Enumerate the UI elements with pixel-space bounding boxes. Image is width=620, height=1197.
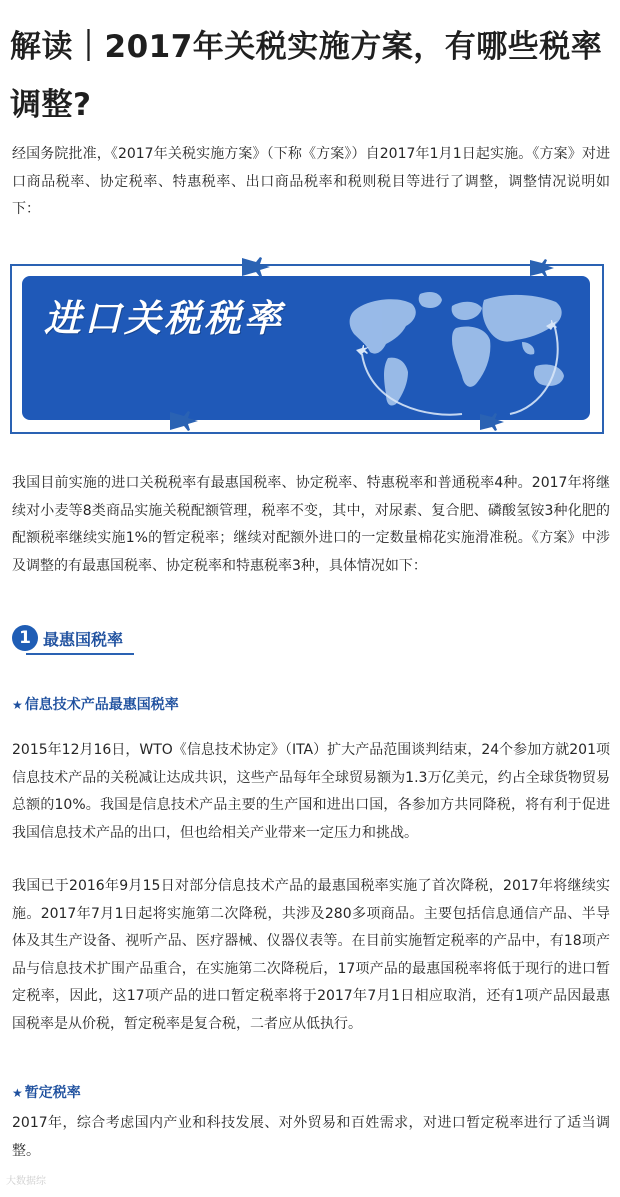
banner-label: 进口关税税率 bbox=[44, 296, 284, 340]
intro-paragraph: 经国务院批准，《2017年关税实施方案》（下称《方案》）自2017年1月1日起实施。《方案》对进口商品税率、协定税率、特惠税率、出口商品税率和税则税目等进行了调整，调整情况说明如下： bbox=[12, 146, 610, 217]
section-number-badge: 1 bbox=[12, 625, 38, 651]
ita-paragraph: 2015年12月16日，WTO《信息技术协定》（ITA）扩大产品范围谈判结束，24个参加方就201项信息技术产品的关税减让达成共识，这些产品每年全球贸易额为1.3万亿美元，约占全球货物贸易总额的10%。我国是信息技术产品主要的生产国和进出口国，各参加方共同降税，将有利于促进我国信息技术产品的出口，但也给相关产业带来一定压力和挑战。 bbox=[12, 742, 610, 841]
second-cut-paragraph: 我国已于2016年9月15日对部分信息技术产品的最惠国税率实施了首次降税，2017年将继续实施。2017年7月1日起将实施第二次降税，共涉及280多项商品。主要包括信息通信产品、半导体及其生产设备、视听产品、医疗器械、仪器仪表等。在目前实施暂定税率的产品中，有18项产品与信息技术扩围产品重合，在实施第二次降税后，17项产品的最惠国税率将低于现行的进口暂定税率，因此，这17项产品的进口暂定税率将于2017年7月1日相应取消，还有1项产品因最惠国税率是从价税，暂定税率是复合税，二者应从低执行。 bbox=[12, 878, 610, 1032]
star-icon: ★ bbox=[12, 698, 23, 712]
section-underline bbox=[26, 653, 134, 655]
section-heading-mfn bbox=[12, 623, 134, 655]
section-label: 最惠国税率 bbox=[43, 630, 124, 649]
world-map-airplanes-icon bbox=[10, 248, 604, 436]
subheading-provisional bbox=[12, 1082, 81, 1102]
article-title: 解读｜2017年关税实施方案，有哪些税率调整? bbox=[10, 29, 603, 123]
subheading-label: 暂定税率 bbox=[24, 1085, 81, 1101]
star-icon: ★ bbox=[12, 1086, 23, 1100]
subheading-it-products bbox=[12, 694, 179, 714]
import-rates-paragraph: 我国目前实施的进口关税税率有最惠国税率、协定税率、特惠税率和普通税率4种。2017年将继续对小麦等8类商品实施关税配额管理，税率不变，其中，对尿素、复合肥、磷酸氢铵3种化肥的配额税率继续实施1%的暂定税率；继续对配额外进口的一定数量棉花实施滑准税。《方案》中涉及调整的有最惠国税率、协定税率和特惠税率3种，具体情况如下： bbox=[12, 475, 610, 574]
watermark: 大数据综 bbox=[6, 1176, 46, 1187]
provisional-paragraph: 2017年，综合考虑国内产业和科技发展、对外贸易和百姓需求，对进口暂定税率进行了适当调整。 bbox=[12, 1115, 610, 1159]
import-tariff-banner bbox=[10, 248, 604, 436]
subheading-label: 信息技术产品最惠国税率 bbox=[24, 697, 179, 713]
